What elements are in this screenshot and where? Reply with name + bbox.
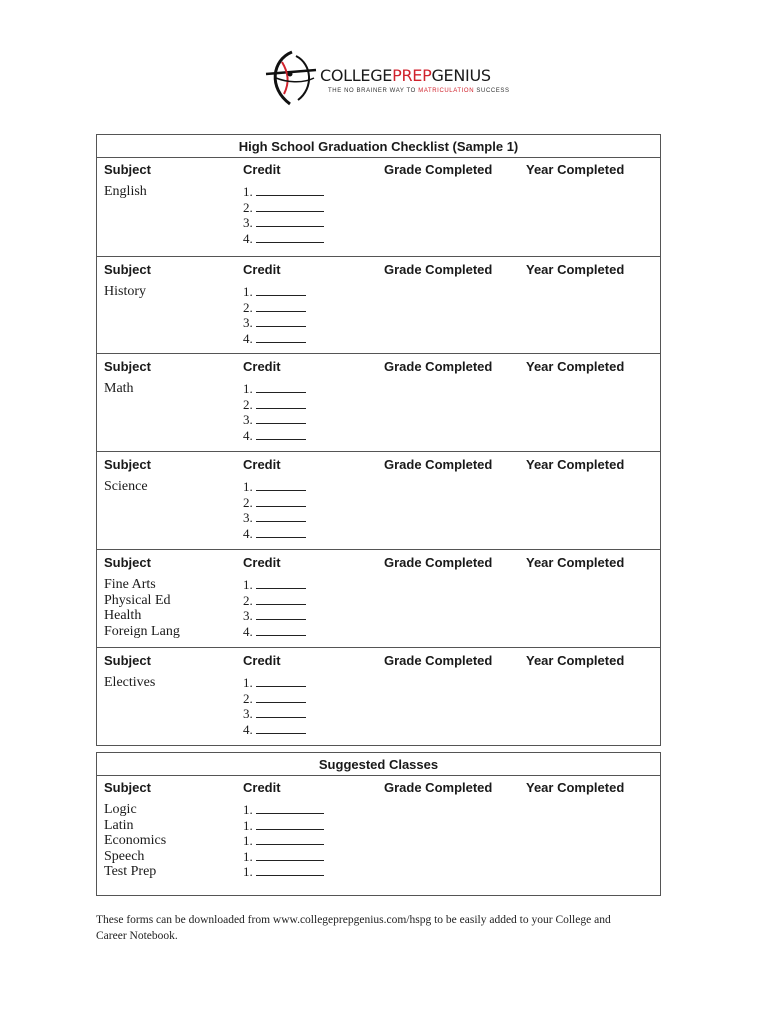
blank-line xyxy=(256,723,306,734)
credit-blank: 3. xyxy=(243,315,306,331)
credit-blank: 2. xyxy=(243,300,306,316)
blank-line xyxy=(256,803,324,814)
year-header: Year Completed xyxy=(526,780,625,795)
suggested-classes xyxy=(96,752,661,896)
subject-header: Subject xyxy=(104,359,151,374)
subject-header: Subject xyxy=(104,653,151,668)
subject-name: Math xyxy=(104,381,134,396)
subject-header: Subject xyxy=(104,162,151,177)
grade-header: Grade Completed xyxy=(384,359,493,374)
blank-line xyxy=(256,301,306,312)
subject-header: Subject xyxy=(104,457,151,472)
subject-section xyxy=(97,647,660,745)
credit-blank: 3. xyxy=(243,412,306,428)
credit-blank: 1. xyxy=(243,577,306,593)
credit-list xyxy=(243,577,306,639)
subject-name: Speech xyxy=(104,848,145,864)
credit-list xyxy=(243,802,324,880)
blank-line xyxy=(256,185,324,196)
subject-name: Health xyxy=(104,608,142,624)
credit-blank: 1. xyxy=(243,184,324,200)
credit-list xyxy=(243,381,306,443)
subject-list xyxy=(104,184,147,200)
subject-section xyxy=(97,158,660,256)
grade-header: Grade Completed xyxy=(384,262,493,277)
subject-list xyxy=(104,675,155,691)
credit-blank: 1. xyxy=(243,675,306,691)
credit-blank: 3. xyxy=(243,215,324,231)
subject-name: Foreign Lang xyxy=(104,623,180,639)
subject-list xyxy=(104,284,146,300)
blank-line xyxy=(256,332,306,343)
year-header: Year Completed xyxy=(526,457,625,472)
blank-line xyxy=(256,201,324,212)
subject-name: Physical Ed xyxy=(104,592,171,608)
blank-line xyxy=(256,216,324,227)
grade-header: Grade Completed xyxy=(384,162,493,177)
blank-line xyxy=(256,496,306,507)
suggested-section xyxy=(97,776,660,894)
logo-swirl-icon xyxy=(262,48,326,108)
credit-list xyxy=(243,284,306,346)
credit-blank: 3. xyxy=(243,608,306,624)
credit-blank: 2. xyxy=(243,691,306,707)
credit-blank: 2. xyxy=(243,593,306,609)
credit-blank: 4. xyxy=(243,428,306,444)
credit-blank: 4. xyxy=(243,331,306,347)
blank-line xyxy=(256,625,306,636)
grade-header: Grade Completed xyxy=(384,457,493,472)
brand-tagline: THE NO BRAINER WAY TO MATRICULATION SUCCESS xyxy=(328,88,510,94)
credit-blank: 2. xyxy=(243,495,306,511)
blank-line xyxy=(256,865,324,876)
blank-line xyxy=(256,382,306,393)
subject-section xyxy=(97,353,660,452)
credit-header: Credit xyxy=(243,359,281,374)
subject-name: Electives xyxy=(104,675,156,690)
subject-header: Subject xyxy=(104,780,151,795)
blank-line xyxy=(256,511,306,522)
credit-blank: 4. xyxy=(243,722,306,738)
credit-header: Credit xyxy=(243,457,281,472)
year-header: Year Completed xyxy=(526,653,625,668)
subject-header: Subject xyxy=(104,262,151,277)
subject-name: Fine Arts xyxy=(104,577,156,592)
credit-header: Credit xyxy=(243,262,281,277)
subject-name: English xyxy=(104,184,147,199)
brand-name: COLLEGEPREPGENIUS xyxy=(320,66,491,85)
credit-blank: 1. xyxy=(243,802,324,818)
credit-blank: 1. xyxy=(243,833,324,849)
blank-line xyxy=(256,707,306,718)
blank-line xyxy=(256,834,324,845)
blank-line xyxy=(256,850,324,861)
credit-blank: 1. xyxy=(243,864,324,880)
credit-header: Credit xyxy=(243,162,281,177)
blank-line xyxy=(256,692,306,703)
suggested-title: Suggested Classes xyxy=(97,753,660,776)
credit-blank: 1. xyxy=(243,849,324,865)
credit-blank: 1. xyxy=(243,381,306,397)
subject-section xyxy=(97,256,660,354)
blank-line xyxy=(256,594,306,605)
credit-list xyxy=(243,675,306,737)
subject-name: Economics xyxy=(104,833,167,849)
credit-header: Credit xyxy=(243,653,281,668)
subject-name: History xyxy=(104,284,146,299)
subject-name: Science xyxy=(104,479,148,494)
grade-header: Grade Completed xyxy=(384,653,493,668)
blank-line xyxy=(256,819,324,830)
credit-blank: 4. xyxy=(243,624,306,640)
credit-blank: 4. xyxy=(243,526,306,542)
credit-blank: 1. xyxy=(243,818,324,834)
blank-line xyxy=(256,527,306,538)
footer-note: These forms can be downloaded from www.collegeprepgenius.com/hspg to be easily added to your College and Career Notebook. xyxy=(96,914,611,942)
grade-header: Grade Completed xyxy=(384,555,493,570)
credit-header: Credit xyxy=(243,555,281,570)
credit-blank: 3. xyxy=(243,706,306,722)
blank-line xyxy=(256,316,306,327)
blank-line xyxy=(256,285,306,296)
credit-blank: 2. xyxy=(243,397,306,413)
subject-name: Test Prep xyxy=(104,864,157,880)
blank-line xyxy=(256,413,306,424)
grade-header: Grade Completed xyxy=(384,780,493,795)
year-header: Year Completed xyxy=(526,555,625,570)
subject-name: Latin xyxy=(104,817,134,833)
graduation-checklist xyxy=(96,134,661,746)
credit-list xyxy=(243,479,306,541)
year-header: Year Completed xyxy=(526,359,625,374)
credit-blank: 3. xyxy=(243,510,306,526)
checklist-title: High School Graduation Checklist (Sample 1) xyxy=(97,135,660,158)
credit-list xyxy=(243,184,324,246)
subject-list xyxy=(104,802,166,880)
subject-list xyxy=(104,381,134,397)
credit-blank: 4. xyxy=(243,231,324,247)
subject-header: Subject xyxy=(104,555,151,570)
credit-blank: 1. xyxy=(243,479,306,495)
subject-section xyxy=(97,451,660,550)
blank-line xyxy=(256,398,306,409)
subject-list xyxy=(104,479,148,495)
subject-name: Logic xyxy=(104,802,137,817)
blank-line xyxy=(256,676,306,687)
subject-list xyxy=(104,577,180,639)
blank-line xyxy=(256,429,306,440)
credit-blank: 2. xyxy=(243,200,324,216)
blank-line xyxy=(256,480,306,491)
credit-blank: 1. xyxy=(243,284,306,300)
blank-line xyxy=(256,232,324,243)
subject-section xyxy=(97,549,660,648)
logo xyxy=(262,48,512,108)
blank-line xyxy=(256,578,306,589)
year-header: Year Completed xyxy=(526,162,625,177)
year-header: Year Completed xyxy=(526,262,625,277)
credit-header: Credit xyxy=(243,780,281,795)
blank-line xyxy=(256,609,306,620)
